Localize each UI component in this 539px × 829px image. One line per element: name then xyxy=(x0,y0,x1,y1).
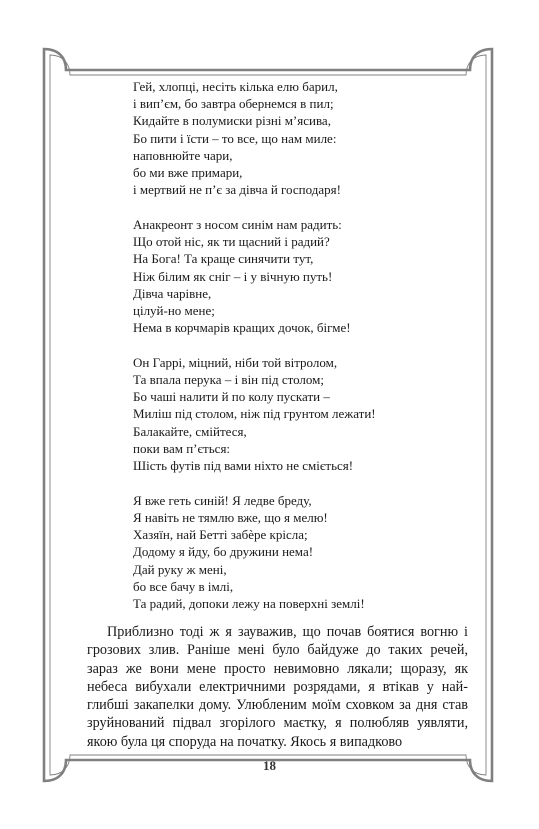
poem-line: Бо чаші налити й по колу пускати – xyxy=(133,389,330,405)
poem-line: Миліш під столом, ніж під грунтом лежати! xyxy=(133,406,376,422)
poem-line: бо ми вже примари, xyxy=(133,165,243,181)
poem-line: Гей, хлопці, несіть кілька елю барил, xyxy=(133,79,338,94)
poem-line: Та радий, допоки лежу на поверхні землі! xyxy=(133,595,365,611)
poem xyxy=(133,78,423,630)
poem-line: Я вже геть синій! Я ледве бреду, xyxy=(133,492,312,508)
poem-line: цілуй-но мене; xyxy=(133,302,215,318)
poem-line: На Бога! Та краще синячити тут, xyxy=(133,251,314,267)
poem-stanza xyxy=(133,216,423,336)
poem-line: Хазяїн, най Бетті забѐре крісла; xyxy=(133,527,308,543)
page-number: 18 xyxy=(263,758,276,773)
poem-line: Нема в корчмарів кращих дочок, бігме! xyxy=(133,320,351,336)
poem-line: поки вам п’ється: xyxy=(133,440,231,456)
poem-line: бо все бачу в імлі, xyxy=(133,578,234,594)
poem-line: Шість футів під вами ніхто не сміється! xyxy=(133,458,354,474)
poem-stanza xyxy=(133,354,423,474)
poem-line: Бо пити і їсти – то все, що нам миле: xyxy=(133,130,337,146)
poem-stanza xyxy=(133,492,423,612)
poem-line: Кидайте в полумиски різні м’ясива, xyxy=(133,113,331,129)
poem-line: і мертвий не п’є за дівча й господаря! xyxy=(133,182,341,198)
poem-line: Дівча чарівне, xyxy=(133,285,212,301)
poem-line: наповнюйте чари, xyxy=(133,147,233,163)
poem-line: Балакайте, смійтеся, xyxy=(133,423,247,439)
prose-paragraph: Приблизно тоді ж я зауважив, що почав боятися вогню і грозових злив. Раніше мені було байдуже до таких речей, зараз же вони мене просто невимовно лякали; щоразу, як небеса вибухали електричними розрядами, я втікав у найглибші закапелки дому. Улюбленим моїм сховком за дня став зруйнований підвал згорілого маєтку, я полюбляв уявляти, якою була ця споруда на початку. Якось я випадково xyxy=(87,624,468,750)
poem-stanza xyxy=(133,78,423,198)
poem-line: Що отой ніс, як ти щасний і радий? xyxy=(133,234,330,250)
poem-line: Анакреонт з носом синім нам радить: xyxy=(133,216,342,232)
poem-line: і вип’єм, бо завтра обернемся в пил; xyxy=(133,96,334,112)
poem-line: Ніж білим як сніг – і у вічную путь! xyxy=(133,268,333,284)
poem-line: Я навіть не тямлю вже, що я мелю! xyxy=(133,509,328,525)
poem-line: Дай руку ж мені, xyxy=(133,561,227,577)
prose-text xyxy=(87,623,468,751)
poem-line: Он Гаррі, міцний, ніби той вітролом, xyxy=(133,354,338,370)
poem-line: Додому я йду, бо дружини нема! xyxy=(133,544,314,560)
poem-line: Та впала перука – і він під столом; xyxy=(133,372,325,388)
